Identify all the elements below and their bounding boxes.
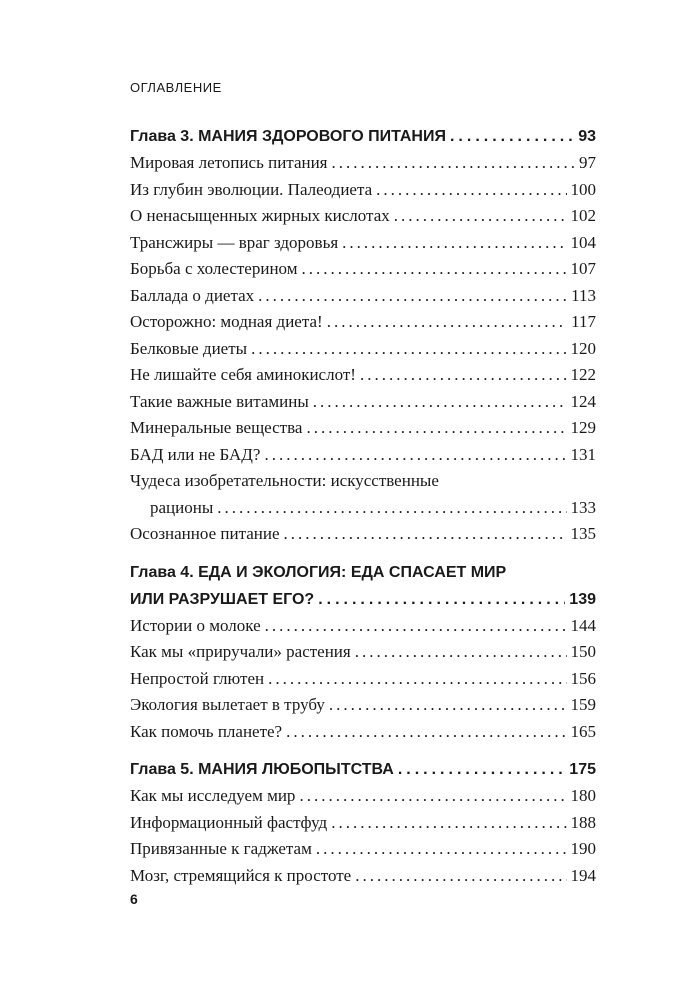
toc-entry-text: Привязанные к гаджетам	[130, 839, 312, 858]
toc-entry-text: О ненасыщенных жирных кислотах	[130, 206, 390, 225]
dot-leader	[306, 415, 566, 442]
toc-entry-page-number: 113	[571, 285, 596, 305]
toc-entry-text: Из глубин эволюции. Палеодиета	[130, 179, 373, 199]
dot-leader	[394, 203, 567, 230]
toc-entry-page-number: 129	[570, 418, 596, 437]
toc-entry-page-number: 104	[570, 232, 596, 252]
toc-entry-page-number: 133	[570, 497, 596, 517]
toc-entry[interactable]	[130, 362, 596, 389]
toc-chapter	[130, 756, 596, 889]
toc-entry[interactable]	[130, 177, 596, 204]
chapter-heading-text: ИЛИ РАЗРУШАЕТ ЕГО?	[130, 590, 315, 608]
dot-leader	[327, 309, 567, 336]
toc-entry[interactable]	[130, 863, 596, 890]
toc-entry[interactable]	[130, 783, 596, 810]
toc-entry-text: Мозг, стремящийся к простоте	[130, 865, 352, 885]
chapter-page-number: 175	[569, 761, 596, 778]
dot-leader	[313, 389, 567, 416]
toc-entry-text: Баллада о диетах	[130, 285, 255, 305]
dot-leader	[360, 362, 567, 389]
toc-entry-page-number: 122	[570, 365, 596, 384]
toc-entry[interactable]	[130, 283, 596, 310]
dot-leader	[316, 836, 567, 863]
toc-entry[interactable]	[130, 521, 596, 548]
toc-entry-text: Мировая летопись питания	[130, 153, 328, 172]
dot-leader	[258, 283, 567, 310]
toc-entry-page-number: 159	[570, 695, 596, 714]
dot-leader	[286, 719, 566, 746]
dot-leader	[284, 521, 567, 548]
toc-entry[interactable]	[130, 415, 596, 442]
toc-entry-page-number: 120	[570, 338, 596, 358]
toc-entry[interactable]	[130, 203, 596, 230]
dot-leader	[332, 150, 575, 177]
toc-entry[interactable]	[130, 810, 596, 837]
toc-entry-text: Трансжиры — враг здоровья	[130, 232, 339, 252]
dot-leader	[398, 756, 565, 783]
toc-entry-page-number: 194	[570, 865, 596, 885]
toc-entry[interactable]	[130, 495, 596, 522]
toc-entry-page-number: 97	[579, 153, 596, 172]
chapter-heading[interactable]	[130, 123, 596, 150]
toc-entry-page-number: 107	[570, 259, 596, 278]
toc-entry-line	[130, 468, 596, 495]
chapter-heading[interactable]	[130, 586, 596, 613]
page-number: 6	[130, 891, 138, 907]
toc-entry[interactable]	[130, 389, 596, 416]
toc-entry-page-number: 100	[570, 179, 596, 199]
toc-entry[interactable]	[130, 150, 596, 177]
toc-entry[interactable]	[130, 336, 596, 363]
toc-entry[interactable]	[130, 836, 596, 863]
toc-entry[interactable]	[130, 639, 596, 666]
toc-entry[interactable]	[130, 613, 596, 640]
toc-entry-text: Такие важные витамины	[130, 391, 309, 411]
toc-entry[interactable]	[130, 230, 596, 257]
dot-leader	[376, 177, 566, 204]
toc-entry-text: Осознанное питание	[130, 524, 280, 543]
toc-entry-page-number: 102	[570, 206, 596, 225]
toc-entry[interactable]	[130, 309, 596, 336]
toc-entry-text: БАД или не БАД?	[130, 444, 261, 464]
toc-entry-page-number: 156	[570, 668, 596, 688]
toc-entry-text: Осторожно: модная диета!	[130, 312, 323, 331]
toc-entry[interactable]	[130, 692, 596, 719]
toc-chapter	[130, 123, 596, 548]
toc-entry-text: Информационный фастфуд	[130, 812, 328, 832]
dot-leader	[251, 336, 566, 363]
toc-chapter	[130, 559, 596, 746]
toc-entry-page-number: 188	[570, 812, 596, 832]
chapter-page-number: 93	[578, 128, 596, 145]
toc-entry-text: Минеральные вещества	[130, 418, 303, 437]
toc-entry-text: Непростой глютен	[130, 668, 265, 688]
toc-entry-text: рационы	[150, 497, 214, 517]
toc-entry-text: Белковые диеты	[130, 338, 248, 358]
toc-entry[interactable]	[130, 666, 596, 693]
toc-entry-text: Как мы «приручали» растения	[130, 642, 351, 661]
toc-entry-page-number: 165	[570, 721, 596, 741]
toc-entry-page-number: 124	[570, 391, 596, 411]
toc-entry-text: Как мы исследуем мир	[130, 786, 296, 805]
toc-entry-text: Истории о молоке	[130, 615, 261, 635]
toc-entry[interactable]	[130, 719, 596, 746]
toc-entry[interactable]	[130, 256, 596, 283]
toc-entry-text: Не лишайте себя аминокислот!	[130, 365, 356, 384]
dot-leader	[265, 613, 567, 640]
chapter-heading-text: Глава 4. ЕДА И ЭКОЛОГИЯ: ЕДА СПАСАЕТ МИР	[130, 563, 507, 581]
dot-leader	[299, 783, 566, 810]
dot-leader	[318, 586, 565, 613]
dot-leader	[450, 123, 574, 150]
page-header: ОГЛАВЛЕНИЕ	[130, 80, 222, 95]
toc-entry-page-number: 131	[570, 444, 596, 464]
toc-entry-text: Как помочь планете?	[130, 721, 283, 741]
toc-entry-page-number: 135	[570, 524, 596, 543]
toc-entry-page-number: 117	[571, 312, 596, 331]
table-of-contents	[130, 123, 596, 900]
dot-leader	[302, 256, 567, 283]
dot-leader	[268, 666, 566, 693]
toc-entry-page-number: 150	[570, 642, 596, 661]
toc-entry[interactable]	[130, 442, 596, 469]
dot-leader	[217, 495, 566, 522]
dot-leader	[331, 810, 566, 837]
dot-leader	[329, 692, 567, 719]
chapter-heading[interactable]	[130, 756, 596, 783]
toc-entry-page-number: 190	[570, 839, 596, 858]
chapter-heading-text: Глава 3. МАНИЯ ЗДОРОВОГО ПИТАНИЯ	[130, 128, 446, 145]
dot-leader	[355, 863, 566, 890]
dot-leader	[264, 442, 566, 469]
dot-leader	[355, 639, 567, 666]
chapter-heading-line	[130, 559, 596, 586]
chapter-heading-text: Глава 5. МАНИЯ ЛЮБОПЫТСТВА	[130, 761, 394, 778]
toc-entry-page-number: 180	[570, 786, 596, 805]
chapter-page-number: 139	[569, 590, 596, 608]
dot-leader	[342, 230, 566, 257]
toc-entry-text: Экология вылетает в трубу	[130, 695, 325, 714]
toc-entry-text: Борьба с холестерином	[130, 259, 298, 278]
toc-entry-page-number: 144	[570, 615, 596, 635]
toc-entry-text: Чудеса изобретательности: искусственные	[130, 471, 439, 490]
